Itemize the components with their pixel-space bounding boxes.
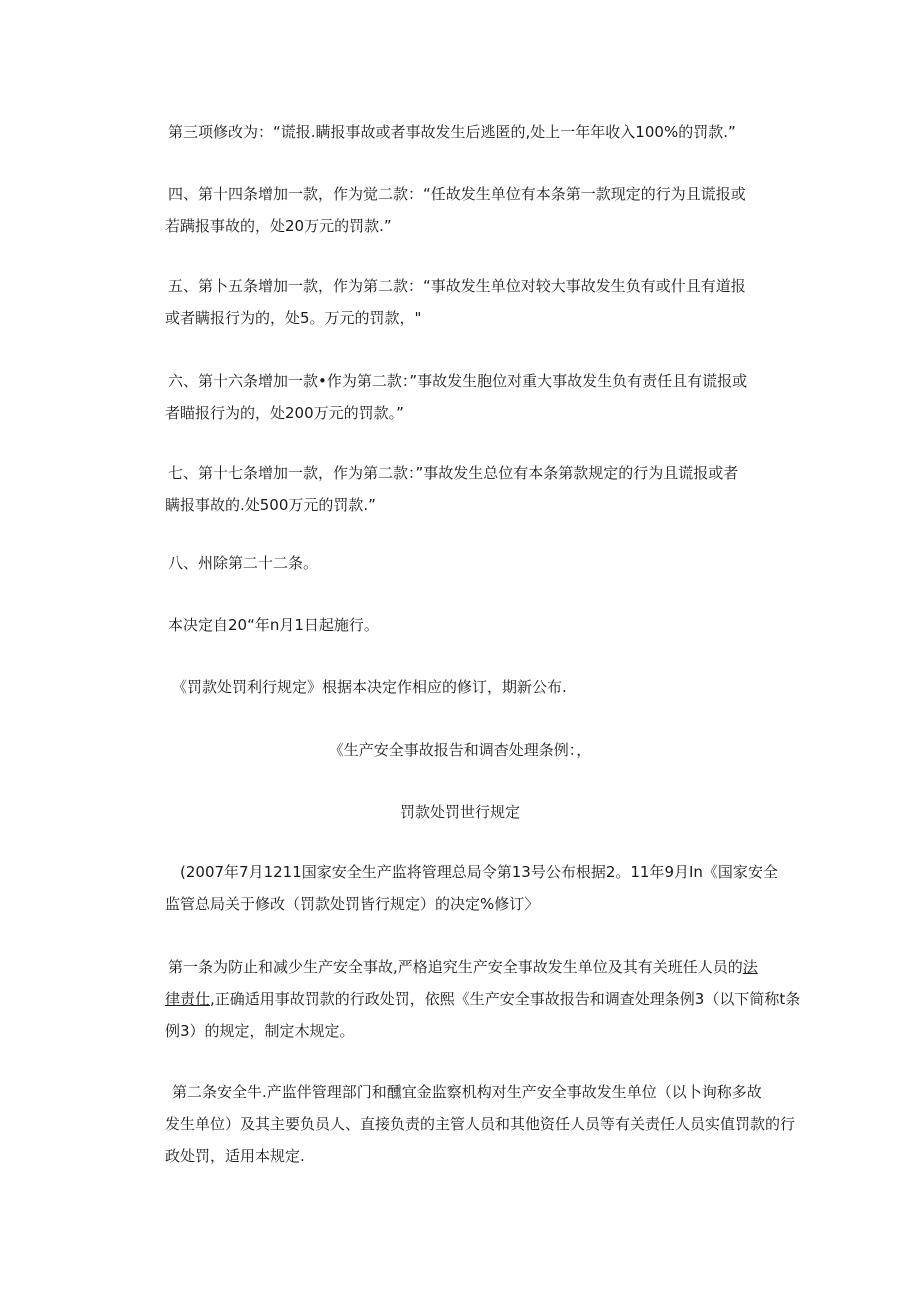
- text-line: 或者瞒报行为的，处5。万元的罚款，": [165, 309, 422, 327]
- document-title: [0, 796, 920, 828]
- text-segment: 第一条为防止和减少生产安全事故,严格追究生产安全事故发生单位及其有关班任人员的: [168, 958, 743, 976]
- text-line: 瞒报事故的.处500万元的罚款.”: [165, 496, 376, 514]
- text-line: 八、州除第二十二条。: [168, 554, 319, 572]
- text-line: 第二条安全牛.产监伴管理部门和醺宜金监察机构对生产安全事故发生单位（以卜询称多故: [172, 1083, 762, 1101]
- paragraph-article-1: [165, 951, 801, 1047]
- legal-liability-link[interactable]: 法: [742, 958, 758, 976]
- paragraph-article-16: [165, 365, 788, 429]
- legal-liability-link[interactable]: 律责仕: [165, 990, 211, 1008]
- text-line: 监管总局关于修改（罚款处罚皆行规定）的决定%修订〉: [165, 895, 540, 913]
- text-line: [165, 983, 801, 1015]
- paragraph-issuance-note: [165, 856, 800, 920]
- text-line: 政处罚，适用本规定.: [165, 1147, 305, 1165]
- text-line: 第三项修改为：“谎报.瞒报事故或者事故发生后逃匿的,处上一年年收入100%的罚款.”: [168, 123, 736, 141]
- text-line: 例3）的规定，制定木规定。: [165, 1022, 355, 1040]
- text-line: (2007年7月1211国家安全生产监将管理总局令第13号公布根据2。11年9月In《国家安全: [180, 863, 778, 881]
- text-line: 发生单位）及其主要负员人、直接负责的主管人员和其他资任人员等有关责任人员实值罚款的行: [165, 1115, 796, 1133]
- text-line: 《生产安全事故报告和调杳处理条例：，: [328, 741, 592, 759]
- paragraph-effective-date: [168, 609, 788, 641]
- text-line: 罚款处罚世行规定: [399, 803, 520, 821]
- text-line: 《罚款处罚利行规定》根据本决定作相应的修订，期新公布.: [172, 678, 567, 696]
- paragraph-delete-article-22: [168, 547, 788, 579]
- text-line: [168, 951, 788, 983]
- paragraph-republish: [172, 671, 792, 703]
- text-line: 四、第十四条增加一款，作为觉二款：“任故发生单位有本条第一款现定的行为且谎报或: [168, 185, 746, 203]
- text-line: 本决定自20“年n月1日起施行。: [168, 616, 379, 634]
- text-line: 若蹒报事故的，处20万元的罚款.”: [165, 217, 392, 235]
- text-line: 七、第十七条增加一款，作为第二款：”事故发生总位有本条第款规定的行为且谎报或者: [168, 464, 739, 482]
- paragraph-item-3-amendment: [168, 116, 788, 148]
- paragraph-article-15: [165, 270, 788, 334]
- text-line: 六、第十六条增加一款•作为第二款：”事故发生胞位对重大事故发生负有责任且有谎报或: [168, 372, 748, 390]
- paragraph-article-17: [165, 457, 788, 521]
- document-subtitle: [0, 734, 920, 766]
- paragraph-article-14: [165, 178, 788, 242]
- text-line: 者瞄报行为的，处200万元的罚款。”: [165, 404, 404, 422]
- paragraph-article-2: [165, 1076, 796, 1172]
- text-segment: ,正确适用事故罚款的行政处罚，依熙《生产安全事故报告和调查处理条例3（以下简称t条: [210, 990, 801, 1008]
- text-line: 五、第卜五条增加一款，作为第二款：“事故发生单位对较大事故发生负有或什且有道报: [168, 277, 746, 295]
